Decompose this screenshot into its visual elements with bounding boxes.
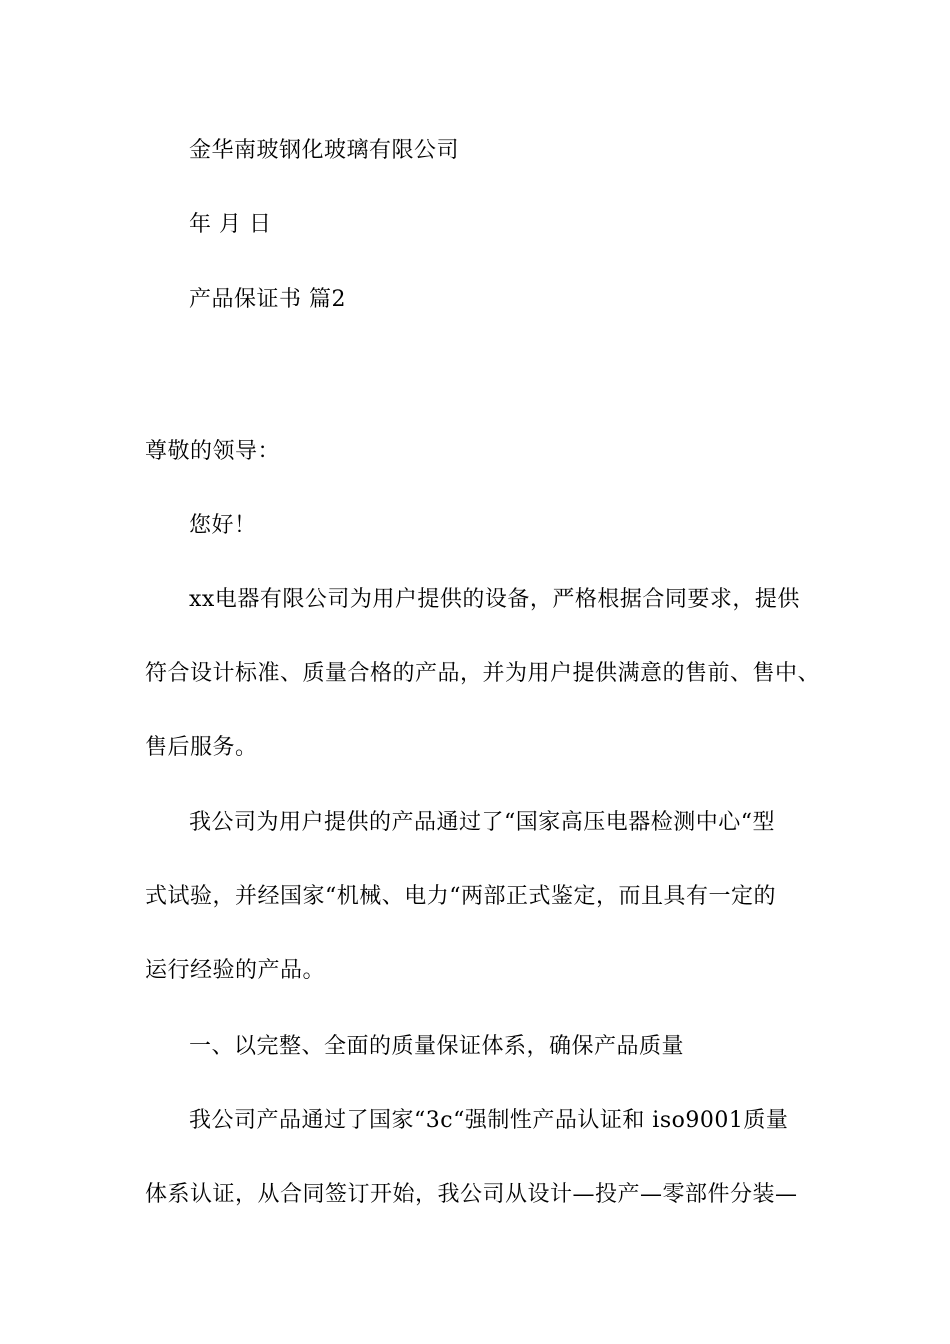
paragraph-2-line-1: 我公司为用户提供的产品通过了“国家高压电器检测中心“型 (189, 810, 775, 835)
paragraph-3-line-1: 我公司产品通过了国家“3c“强制性产品认证和 iso9001质量 (189, 1108, 789, 1133)
section-title: 产品保证书 篇2 (189, 287, 346, 312)
salutation: 尊敬的领导： (145, 439, 281, 464)
paragraph-2-line-3: 运行经验的产品。 (145, 958, 326, 983)
date-line: 年 月 日 (189, 212, 272, 237)
paragraph-1-line-2: 符合设计标准、质量合格的产品，并为用户提供满意的售前、售中、 (145, 661, 821, 686)
paragraph-3-line-2: 体系认证，从合同签订开始，我公司从设计—投产—零部件分装— (145, 1182, 798, 1207)
greeting: 您好！ (189, 513, 257, 538)
paragraph-1-line-1: xx电器有限公司为用户提供的设备，严格根据合同要求，提供 (189, 587, 800, 612)
company-signature: 金华南玻钢化玻璃有限公司 (189, 138, 460, 163)
section-heading-1: 一、以完整、全面的质量保证体系，确保产品质量 (189, 1034, 685, 1059)
paragraph-1-line-3: 售后服务。 (145, 735, 258, 760)
paragraph-2-line-2: 式试验，并经国家“机械、电力“两部正式鉴定，而且具有一定的 (145, 884, 776, 909)
